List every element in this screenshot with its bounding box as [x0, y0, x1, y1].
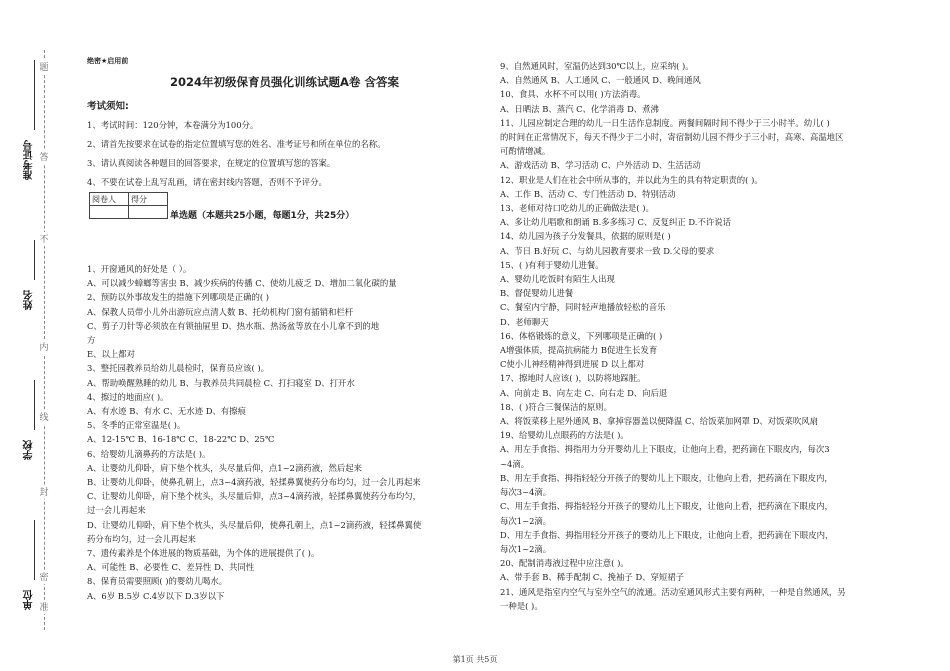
- question-line: C使小儿神经精神得到进展 D 以上都对: [500, 359, 645, 370]
- question-line: B、督促婴幼儿进餐: [500, 288, 574, 299]
- page-footer: 第1页 共5页: [452, 655, 498, 664]
- unit-label: 单位: [24, 590, 35, 610]
- candidate-number-label: 准考证号: [24, 140, 35, 180]
- question-line: 可酌情增减。: [500, 146, 551, 157]
- notice-heading: 考试须知:: [87, 101, 129, 112]
- score-header: 得分: [129, 193, 168, 206]
- question-line: 20、配制消毒液过程中应注意( )。: [500, 558, 629, 569]
- exam-rules: [87, 116, 482, 192]
- question-line: 6、给婴幼儿滴鼻药的方法是( )。: [87, 448, 211, 459]
- question-line: D、老师聊天: [500, 316, 549, 327]
- seal-word: 线: [38, 410, 50, 424]
- question-line: A、可能性 B、必要性 C、差异性 D、共同性: [87, 562, 255, 573]
- question-line: A、6岁 B.5岁 C.4岁以下 D.3岁以下: [87, 590, 225, 601]
- question-line: 8、保育员需要照顾( )的婴幼儿喝水。: [87, 576, 228, 587]
- name-label: 姓名: [24, 290, 35, 310]
- question-line: A、向前走 B、向左走 C、向右走 D、向后退: [500, 387, 668, 398]
- confidential-mark: 绝密★启用前: [87, 57, 129, 65]
- question-line: D、用左手食指、拇指用轻分开孩子的婴幼儿上下眼皮，让他向上看，把药滴在下眼皮内，: [500, 529, 834, 540]
- question-line: A、可以减少蟑螂等害虫 B、减少疾病的传播 C、使幼儿疲乏 D、增加二氧化碳的量: [87, 278, 397, 289]
- question-line: 方: [87, 335, 96, 346]
- question-line: 3、整托园教养员给幼儿晨检时，保育员应该( )。: [87, 363, 270, 374]
- seal-word: 不: [38, 232, 50, 246]
- question-line: A、日晒法 B、蒸汽 C、化学消毒 D、煮沸: [500, 103, 659, 114]
- question-line: 每次1~2滴。: [500, 543, 552, 554]
- question-line: C、餐室内宁静，同时轻声地播放轻松的音乐: [500, 302, 666, 313]
- question-line: ~4滴。: [500, 458, 530, 469]
- question-line: A、将饭菜移上屋外通风 B、拿掉容器盖以便降温 C、给饭菜加网罩 D、对饭菜吹风扇: [500, 416, 819, 427]
- question-line: 14、幼儿园为孩子分发餐具，依据的原则是( ): [500, 231, 671, 242]
- question-line: A增强体质，提高抗病能力 B促进生长发育: [500, 345, 658, 356]
- right-question-column: [500, 59, 900, 613]
- question-line: 21、通风是指室内空气与室外空气的流通。活动室通风形式主要有两种，一种是自然通风，另: [500, 586, 846, 597]
- question-line: 4、擦过的地面应( )。: [87, 391, 169, 402]
- rule-item: 1、考试时间：120分钟，本卷满分为100分。: [87, 120, 259, 130]
- name-line[interactable]: [34, 240, 35, 280]
- question-line: A、12-15℃ B、16-18℃ C、18-22℃ D、25℃: [87, 434, 275, 445]
- question-line: 10、食具、水杯不可以用( )方法消毒。: [500, 89, 646, 100]
- seal-word: 内: [38, 340, 50, 354]
- question-line: 每次1~2滴。: [500, 515, 552, 526]
- question-line: 5、冬季的正常室温是( )。: [87, 420, 186, 431]
- rule-item: 3、请认真阅读各种题目的回答要求，在规定的位置填写您的答案。: [87, 158, 336, 168]
- question-line: C、让婴幼儿仰卧，肩下垫个枕头，头尽量后仰，点3~4滴药液，轻揉鼻翼使药分布均匀，: [87, 491, 421, 502]
- candidate-number-line[interactable]: [34, 60, 35, 130]
- question-line: C、剪子刀针等必须放在有锁抽屉里 D、热水瓶、热汤盆等放在小儿拿不到的地: [87, 320, 380, 331]
- score-cell[interactable]: [129, 206, 168, 219]
- question-line: 9、自然通风时，室温仍达到30℃以上，应采纳( )。: [500, 61, 694, 71]
- question-line: A、工作 B、活动 C、专门性活动 D、特别活动: [500, 188, 676, 199]
- question-line: 一种是( )。: [500, 600, 543, 611]
- exam-title: 2024年初级保育员强化训练试题A卷 含答案: [170, 75, 399, 89]
- question-line: D、让婴幼儿仰卧，肩下垫个枕头，头尽量后仰，使鼻孔朝上，点1~2滴药液，轻揉鼻翼使: [87, 519, 422, 530]
- section-heading: 单选题（本题共25小题，每题1分，共25分）: [170, 211, 355, 221]
- question-line: A、保教人员带小儿外出游玩应点清人数 B、托幼机构门窗有插销和栏杆: [87, 306, 354, 317]
- seal-binding-strip: [0, 0, 58, 671]
- question-line: C、用左手食指、拇指轻轻分开孩子的婴幼儿上下眼皮，让他向上看，把药滴在下眼皮内，: [500, 501, 834, 512]
- question-line: 药分布均匀，过一会儿再起来: [87, 533, 196, 544]
- question-line: A、婴幼儿吃饭时有陌生人出现: [500, 274, 615, 285]
- left-question-column: [87, 262, 482, 603]
- question-line: A、自然通风 B、人工通风 C、一般通风 D、晚间通风: [500, 75, 701, 86]
- seal-word: 准: [38, 600, 50, 614]
- question-line: E、以上都对: [87, 349, 135, 360]
- question-line: 13、老师对待口吃幼儿的正确做法是( )。: [500, 203, 654, 214]
- question-line: 每次3~4滴。: [500, 487, 552, 498]
- question-line: A、用左手食指、拇指用力分开婴幼儿上下眼皮，让他向上看，把药滴在下眼皮内，每次3: [500, 444, 830, 455]
- rule-item: 2、请首先按要求在试卷的指定位置填写您的姓名、准考证号和所在单位的名称。: [87, 139, 386, 149]
- question-line: 1、开窗通风的好处是（ ）。: [87, 264, 192, 274]
- question-line: 16、体格锻炼的意义，下列哪项是正确的( ): [500, 330, 663, 341]
- score-table: [89, 192, 168, 219]
- question-line: A、有水迹 B、有水 C、无水迹 D、有擦痕: [87, 406, 246, 417]
- question-line: A、节日 B.好玩 C、与幼儿园教育要求一致 D.父母的要求: [500, 245, 715, 256]
- unit-line[interactable]: [34, 520, 35, 580]
- seal-word: 密: [38, 570, 50, 584]
- seal-word: 题: [38, 60, 50, 74]
- question-line: A、多让幼儿唱歌和朗诵 B.多多练习 C、反复纠正 D.不许说话: [500, 217, 731, 228]
- question-line: 19、给婴幼儿点眼药的方法是( )。: [500, 430, 629, 441]
- question-line: 12、职业是人们在社会中所从事的，并以此为生的具有特定职责的( )。: [500, 174, 763, 185]
- question-line: A、游戏活动 B、学习活动 C、户外活动 D、生活活动: [500, 160, 701, 171]
- question-line: 过一会儿再起来: [87, 505, 146, 516]
- school-label: 学校: [24, 440, 35, 460]
- seal-word: 答: [38, 150, 50, 164]
- seal-word: 封: [38, 485, 50, 499]
- question-line: 18、( )符合三餐保洁的原则。: [500, 401, 612, 412]
- question-line: 的时间在正常情况下，每天不得少于二小时，寄宿制幼儿园不得少于三小时，高寒、高温地区: [500, 132, 844, 143]
- question-line: 17、擦地时人应该( )，以防将地踩脏。: [500, 373, 646, 384]
- question-line: 11、儿园应制定合理的幼儿一日生活作息制度。两餐间隔时间不得少于三小时半。幼儿( ): [500, 117, 830, 128]
- question-line: A、让婴幼儿仰卧，肩下垫个枕头，头尽量后仰，点1~2滴药液，然后起来: [87, 462, 362, 473]
- school-line[interactable]: [34, 380, 35, 430]
- rule-item: 4、不要在试卷上乱写乱画，请在密封线内答题，否则不予评分。: [87, 177, 327, 187]
- question-line: B、用左手食指、拇指轻轻分开孩子的婴幼儿上下眼皮，让他向上看，把药滴在下眼皮内，: [500, 472, 833, 483]
- question-line: 7、遗传素养是个体进展的物质基础，为个体的进展提供了( )。: [87, 548, 320, 559]
- question-line: A、帮助唤醒熟睡的幼儿 B、与教养员共同晨检 C、打扫寝室 D、打开水: [87, 377, 355, 388]
- grader-cell[interactable]: [90, 206, 129, 219]
- question-line: A、带手套 B、稀手配制 C、挽袖子 D、穿短裙子: [500, 572, 685, 583]
- question-line: 2、预防以外事故发生的措施下列哪项是正确的( ): [87, 292, 270, 303]
- question-line: 15、( )有利于婴幼儿进餐。: [500, 259, 604, 270]
- question-line: B、让婴幼儿仰卧，使鼻孔朝上，点3~4滴药液，轻揉鼻翼使药分布均匀，过一会儿再起来: [87, 477, 421, 488]
- grader-header: 阅卷人: [90, 193, 129, 206]
